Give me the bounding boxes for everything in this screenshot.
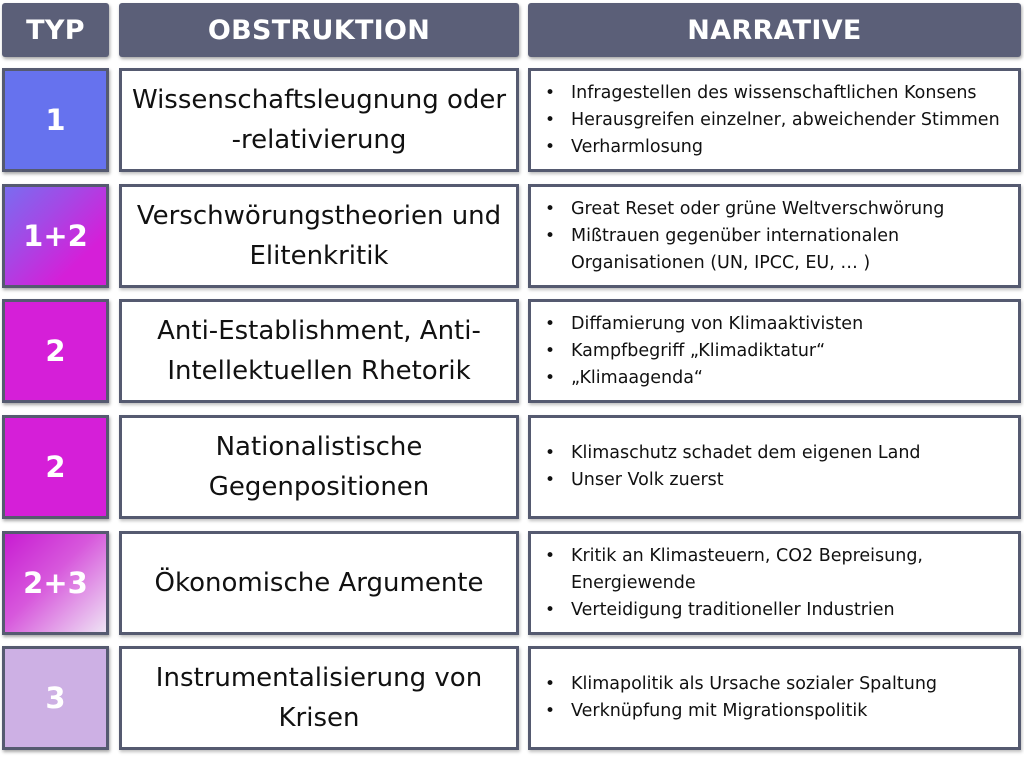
narrative-item: • Mißtrauen gegenüber internationalen Organisationen (UN, IPCC, EU, … ) [543, 223, 1012, 277]
narrative-list [543, 196, 1012, 277]
typ-cell-5 [2, 531, 109, 635]
narrative-item: • Verteidigung traditioneller Industrien [543, 597, 1012, 624]
typ-cell-6 [2, 646, 109, 750]
narrative-cell-5 [528, 531, 1021, 635]
narrative-item: • Kampfbegriff „Klimadiktatur“ [543, 338, 863, 365]
typ-cell-1 [2, 68, 109, 172]
narrative-item: • Herausgreifen einzelner, abweichender Stimmen [543, 107, 1000, 134]
narrative-item: • Diffamierung von Klimaaktivisten [543, 311, 863, 338]
narrative-cell-6 [528, 646, 1021, 750]
narrative-list [543, 671, 937, 725]
narrative-cell-4 [528, 415, 1021, 519]
narrative-cell-3 [528, 299, 1021, 403]
obstruktion-cell-1 [119, 68, 519, 172]
narrative-item: • Verharmlosung [543, 134, 1000, 161]
narrative-cell-2 [528, 184, 1021, 288]
typ-cell-4 [2, 415, 109, 519]
obstruktion-text: Instrumentalisierung von Krisen [155, 663, 483, 733]
narrative-cell-1 [528, 68, 1021, 172]
narrative-item: • Kritik an Klimasteuern, CO2 Bepreisung, Energiewende [543, 543, 1012, 597]
obstruktion-text: Anti-Establishment, Anti-Intellektuellen Rhetorik [157, 316, 481, 386]
obstruktion-text: Nationalistische Gegenpositionen [208, 432, 430, 502]
obstruktion-cell-5 [119, 531, 519, 635]
narrative-item: • Verknüpfung mit Migrationspolitik [543, 698, 937, 725]
typ-cell-3 [2, 299, 109, 403]
typ-label: 2+3 [23, 566, 88, 600]
obstruktion-text: Ökonomische Argumente [154, 568, 484, 598]
header-obstruktion-label: OBSTRUKTION [207, 14, 431, 46]
header-narrative-label: NARRATIVE [687, 14, 862, 46]
typ-label: 2 [45, 450, 66, 484]
narrative-list [543, 543, 1012, 624]
narrative-item: • „Klimaagenda“ [543, 365, 863, 392]
narrative-item: • Unser Volk zuerst [543, 467, 921, 494]
obstruktion-cell-3 [119, 299, 519, 403]
header-typ-label: TYP [26, 14, 85, 46]
typ-label: 1 [45, 103, 66, 137]
header-typ [2, 3, 109, 57]
typ-label: 3 [45, 681, 66, 715]
narrative-item: • Klimaschutz schadet dem eigenen Land [543, 440, 921, 467]
narrative-item: • Great Reset oder grüne Weltverschwörung [543, 196, 1012, 223]
narrative-item: • Klimapolitik als Ursache sozialer Spaltung [543, 671, 937, 698]
header-narrative [528, 3, 1021, 57]
typ-cell-2 [2, 184, 109, 288]
obstruktion-text: Verschwörungstheorien und Elitenkritik [136, 201, 502, 271]
obstruktion-cell-4 [119, 415, 519, 519]
obstruktion-text: Wissenschaftsleugnung oder -relativierung [131, 85, 507, 155]
typ-label: 2 [45, 334, 66, 368]
header-obstruktion [119, 3, 519, 57]
narrative-item: • Infragestellen des wissenschaftlichen Konsens [543, 80, 1000, 107]
obstruktion-cell-2 [119, 184, 519, 288]
typ-label: 1+2 [23, 219, 88, 253]
narrative-list [543, 440, 921, 494]
narrative-list [543, 311, 863, 392]
obstruktion-cell-6 [119, 646, 519, 750]
narrative-list [543, 80, 1000, 161]
